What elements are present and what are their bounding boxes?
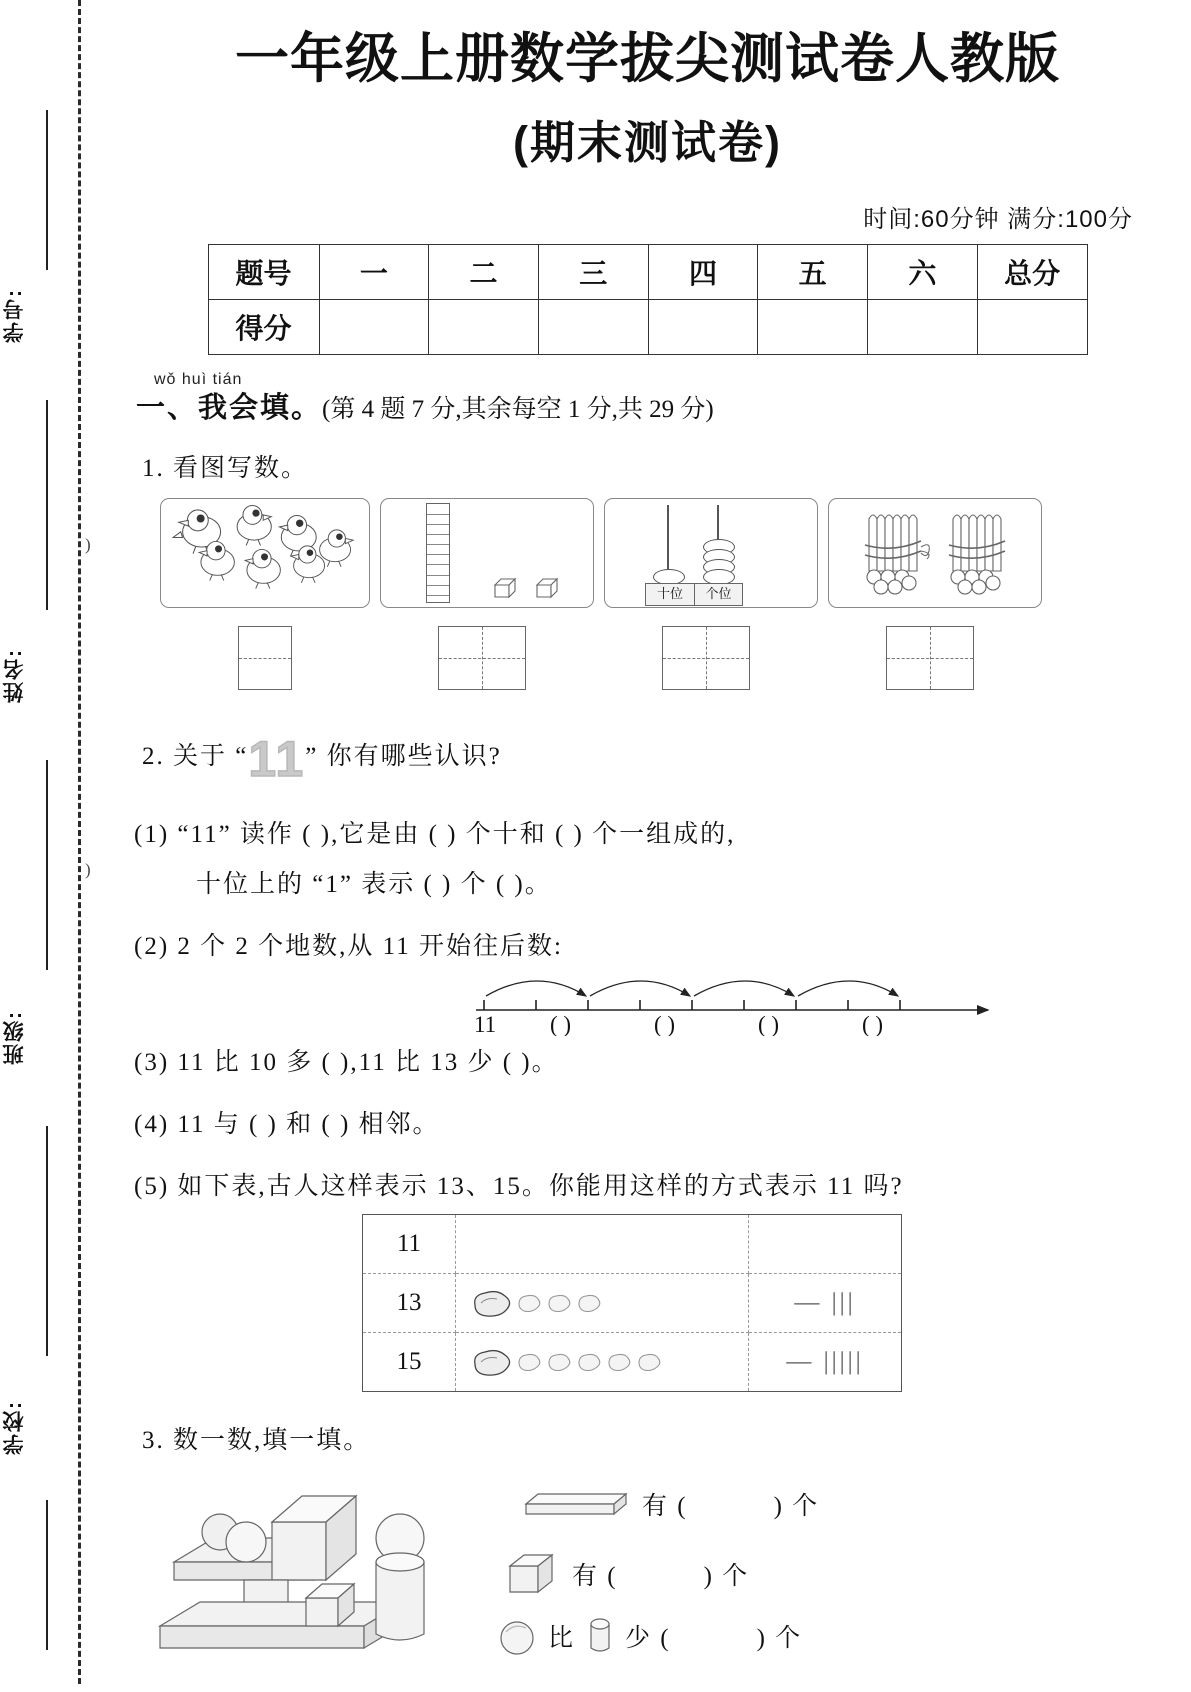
- score-col-2: 二: [429, 245, 539, 300]
- q3-cuboid-text-before: 有 (: [642, 1493, 688, 1521]
- stone-small-icon: [517, 1353, 541, 1371]
- q1-answer-box-4[interactable]: [886, 626, 974, 690]
- q2-item-3-id: (3): [134, 1049, 170, 1077]
- unit-cube-icon-2: [533, 575, 561, 601]
- numberline-start-label: 11: [474, 1012, 497, 1037]
- abacus-place-labels: [645, 583, 743, 606]
- section1-heading: [136, 385, 1191, 426]
- chicks-icon: [161, 499, 367, 605]
- q2-item-1-line1: “11” 读作 ( ),它是由 ( ) 个十和 ( ) 个一组成的,: [177, 821, 736, 849]
- score-row-label-points: 得分: [208, 300, 319, 355]
- stone-large-icon: [471, 1289, 511, 1317]
- q2-item-5-id: (5): [134, 1173, 170, 1201]
- page-subtitle: (期末测试卷): [513, 117, 782, 169]
- cube-icon: [504, 1550, 562, 1598]
- stick-bundle-icon-1: [857, 505, 943, 601]
- q2-item-1-line2: 十位上的 “1” 表示 ( ) 个 ( )。: [196, 871, 552, 899]
- score-table-row-points: [208, 300, 1087, 355]
- ancient-row-15-stones: [456, 1333, 749, 1392]
- q2-item-4: [134, 1104, 1191, 1140]
- ancient-row-13-tally: — |||: [749, 1274, 902, 1333]
- ancient-row-15-number: 15: [363, 1333, 456, 1392]
- numberline-blank-4: ( ): [862, 1012, 884, 1037]
- sphere-icon: [496, 1616, 538, 1656]
- q2-label-prefix: 2. 关于 “: [142, 743, 249, 771]
- score-col-total: 总分: [977, 245, 1087, 300]
- score-cell-total[interactable]: [977, 300, 1087, 355]
- q3-cube-text-after: ) 个: [703, 1563, 750, 1591]
- q2-item-3: [134, 1042, 1191, 1078]
- stone-small-icon: [607, 1353, 631, 1371]
- q3-compare-ge: ) 个: [756, 1625, 803, 1653]
- score-row-label-number: 题号: [208, 245, 319, 300]
- q1-picture-box-abacus: [604, 498, 818, 608]
- ancient-row-11-stones[interactable]: [456, 1215, 749, 1274]
- q2-label-suffix: ” 你有哪些认识?: [305, 743, 502, 771]
- q1-label: 1. 看图写数。: [142, 455, 309, 483]
- place-label-tens: 十位: [646, 584, 695, 605]
- q2-item-2: [134, 926, 1191, 962]
- ancient-row-11: [363, 1215, 902, 1274]
- score-col-3: 三: [538, 245, 648, 300]
- q1-answer-box-3[interactable]: [662, 626, 750, 690]
- score-col-1: 一: [319, 245, 429, 300]
- stick-bundle-icon-2: [941, 505, 1027, 601]
- solids-arrangement-icon: [154, 1476, 484, 1676]
- ancient-row-11-tally[interactable]: [749, 1215, 902, 1274]
- q3-figure-area: [104, 1462, 1191, 1692]
- q3-compare-bi: 比: [548, 1625, 576, 1653]
- score-table-row-header: [208, 245, 1087, 300]
- ancient-row-13-stones: [456, 1274, 749, 1333]
- section1-pinyin: wǒ huì tián: [154, 371, 243, 389]
- margin-strip: [0, 0, 104, 1684]
- margin-rule-3: [46, 760, 48, 970]
- worksheet-page: [104, 0, 1191, 1684]
- ancient-row-15-tally: — |||||: [749, 1333, 902, 1392]
- section1-heading-text: 一、我会填。: [136, 392, 323, 425]
- q2-item-4-line1: 11 与 ( ) 和 ( ) 相邻。: [177, 1111, 440, 1139]
- margin-label-name: 姓名:: [3, 648, 26, 703]
- q2-item-4-id: (4): [134, 1111, 170, 1139]
- q3-compare-shao: 少 (: [625, 1625, 671, 1653]
- answer-grid-hline: [439, 658, 525, 659]
- score-col-6: 六: [868, 245, 978, 300]
- ancient-row-15: [363, 1333, 902, 1392]
- score-cell-2[interactable]: [429, 300, 539, 355]
- q1-answer-box-2[interactable]: [438, 626, 526, 690]
- stone-small-icon: [577, 1353, 601, 1371]
- q1-picture-box-chicks: [160, 498, 370, 608]
- q1-picture-box-bundles: [828, 498, 1042, 608]
- q2-number-line: [104, 962, 1191, 1036]
- stone-small-icon: [547, 1353, 571, 1371]
- score-col-4: 四: [648, 245, 758, 300]
- q3-answer-row-cube: [504, 1550, 749, 1598]
- place-label-ones: 个位: [705, 586, 732, 602]
- q2-label: [142, 730, 1191, 788]
- q2-item-3-line1: 11 比 10 多 ( ),11 比 13 少 ( )。: [177, 1049, 559, 1077]
- q3-cuboid-text-after: ) 个: [773, 1493, 820, 1521]
- ten-rod-icon: [426, 503, 450, 603]
- ancient-numerals-table: [362, 1214, 902, 1392]
- answer-grid-hline: [887, 658, 973, 659]
- unit-cube-icon-1: [491, 575, 519, 601]
- numberline-blank-1: ( ): [550, 1012, 572, 1037]
- margin-rule-5: [46, 1500, 48, 1650]
- score-cell-4[interactable]: [648, 300, 758, 355]
- number-line-svg: [104, 962, 1191, 1036]
- ancient-row-13-number: 13: [363, 1274, 456, 1333]
- q2-item-1-id: (1): [134, 821, 170, 849]
- q1-picture-box-rod: [380, 498, 594, 608]
- numberline-blank-3: ( ): [758, 1012, 780, 1037]
- score-table: [208, 244, 1088, 355]
- q1-answer-box-1[interactable]: [238, 626, 292, 690]
- section1-points: (第 4 题 7 分,其余每空 1 分,共 29 分): [322, 396, 714, 424]
- q2-item-2-id: (2): [134, 933, 170, 961]
- q3-answer-row-compare: [496, 1614, 802, 1658]
- q2-big-number: 11: [248, 731, 306, 788]
- score-col-5: 五: [758, 245, 868, 300]
- exam-meta: 时间:60分钟 满分:100分: [863, 206, 1133, 234]
- stone-small-icon: [547, 1294, 571, 1312]
- score-cell-6[interactable]: [868, 300, 978, 355]
- ancient-row-13: [363, 1274, 902, 1333]
- score-cell-3[interactable]: [538, 300, 648, 355]
- cylinder-icon: [585, 1614, 615, 1658]
- stone-small-icon: [577, 1294, 601, 1312]
- margin-label-student-id: 学号:: [3, 288, 26, 343]
- stone-small-icon: [637, 1353, 661, 1371]
- margin-tick-2: ): [85, 860, 91, 879]
- cuboid-icon: [522, 1488, 632, 1520]
- ancient-row-11-number: 11: [363, 1215, 456, 1274]
- q2-item-5-line1: 如下表,古人这样表示 13、15。你能用这样的方式表示 11 吗?: [177, 1173, 904, 1201]
- numberline-blank-2: ( ): [654, 1012, 676, 1037]
- stone-small-icon: [517, 1294, 541, 1312]
- score-cell-5[interactable]: [758, 300, 868, 355]
- q3-cube-text-before: 有 (: [572, 1563, 618, 1591]
- margin-label-class: 班级:: [3, 1010, 26, 1065]
- q3-answer-row-cuboid: [522, 1486, 819, 1522]
- stone-large-icon: [471, 1348, 511, 1376]
- q1-figure-area: [104, 498, 1191, 708]
- margin-rule-1: [46, 110, 48, 270]
- q2-item-5: [134, 1166, 1191, 1202]
- q3-label: 3. 数一数,填一填。: [142, 1427, 371, 1455]
- margin-label-school: 学校:: [3, 1400, 26, 1455]
- q2-item-1: [134, 814, 1191, 850]
- answer-grid-hline: [663, 658, 749, 659]
- margin-tick-1: ): [85, 535, 91, 554]
- page-title: 一年级上册数学拔尖测试卷人教版: [235, 29, 1060, 89]
- margin-rule-4: [46, 1126, 48, 1356]
- margin-rule-2: [46, 400, 48, 610]
- score-cell-1[interactable]: [319, 300, 429, 355]
- answer-grid-hline: [239, 658, 291, 659]
- q2-item-2-line1: 2 个 2 个地数,从 11 开始往后数:: [177, 933, 563, 961]
